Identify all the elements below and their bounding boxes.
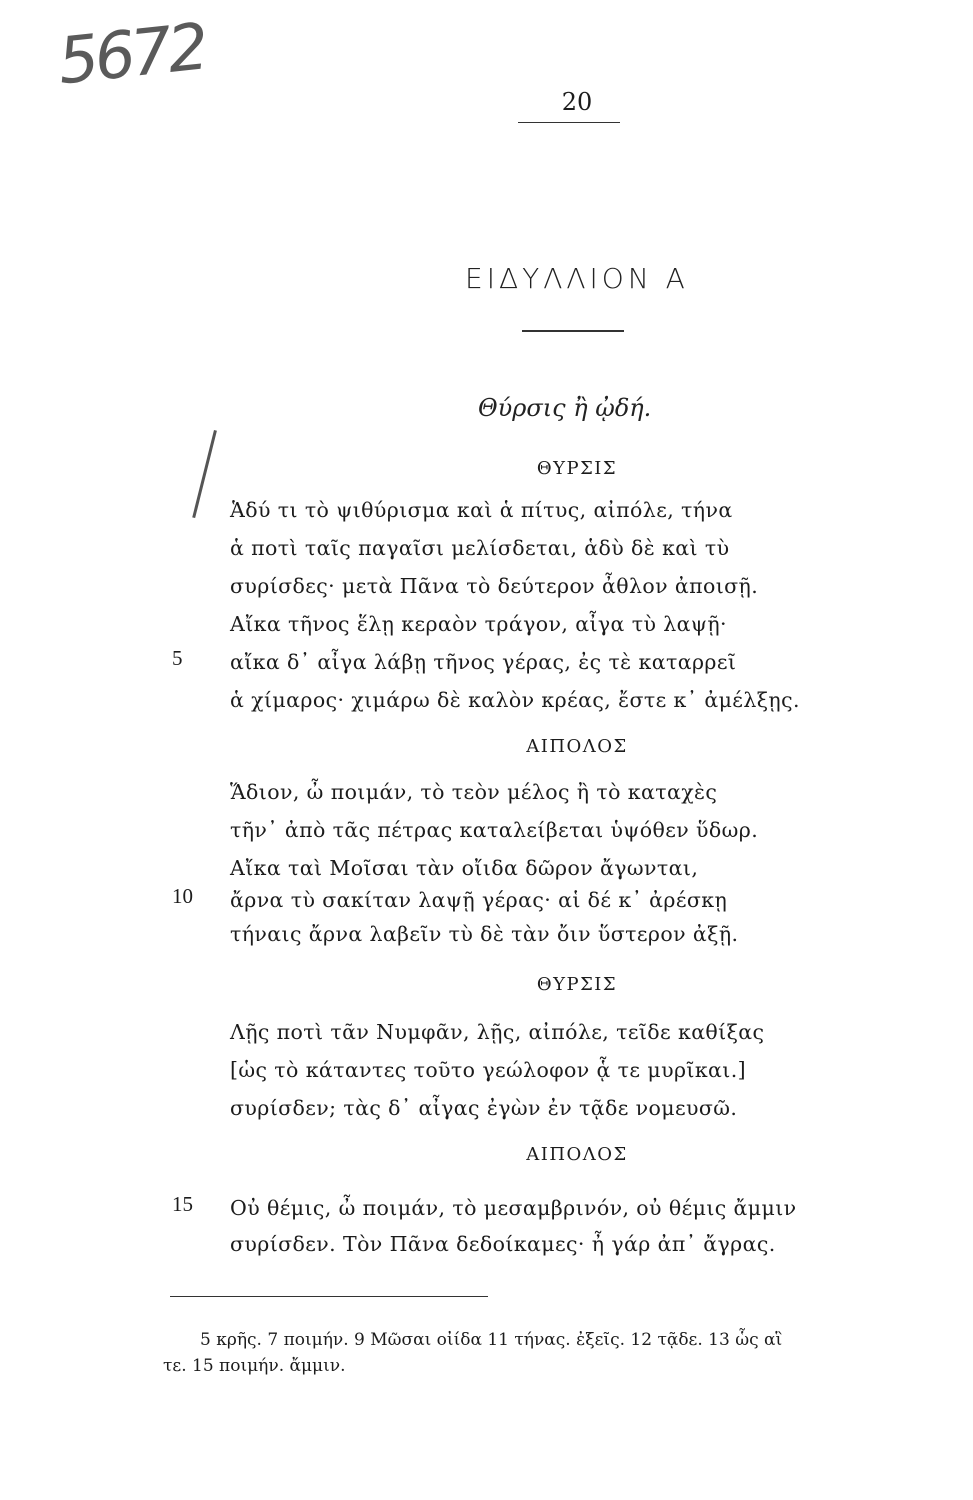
line-number: 5 — [172, 646, 183, 670]
footnote-line: 5 κρῆς. 7 ποιμήν. 9 Μῶσαι οἰίδα 11 τήνας. ἐξεῖς. 12 τᾷδε. 13 ὧς αἳ — [200, 1330, 783, 1350]
verse-line: τήναις ἄρνα λαβεῖν τὺ δὲ τὰν ὄιν ὕστερον ἀξῇ. — [230, 922, 739, 946]
verse-line: Αἴκα ταὶ Μοῖσαι τὰν οἴιδα δῶρον ἄγωνται, — [230, 856, 699, 880]
page-number-rule — [518, 122, 620, 123]
speaker-heading: ΘΥΡΣΙΣ — [536, 974, 618, 995]
verse-line: συρίσδεν. Τὸν Πᾶνα δεδοίκαμες· ἦ γάρ ἀπ᾿ ἄγρας. — [230, 1232, 776, 1256]
verse-line: ἄρνα τὺ σακίταν λαψῇ γέρας· αἱ δέ κ᾿ ἀρέσκῃ — [230, 888, 728, 912]
footnote-line: τε. 15 ποιμήν. ἄμμιν. — [163, 1356, 346, 1376]
speaker-heading: ΘΥΡΣΙΣ — [536, 458, 618, 479]
idyll-title: ΕΙΔΥΛΛΙΟΝ Α — [465, 262, 689, 295]
verse-line: Οὐ θέμις, ὦ ποιμάν, τὸ μεσαμβρινόν, οὐ θέμις ἄμμιν — [230, 1196, 797, 1220]
verse-line: [ὡς τὸ κάταντες τοῦτο γεώλοφον ᾇ τε μυρῖκαι.] — [230, 1058, 747, 1082]
verse-line: συρίσδεν; τὰς δ᾿ αἶγας ἐγὼν ἐν τᾷδε νομευσῶ. — [230, 1096, 738, 1120]
page-number: 20 — [561, 88, 593, 116]
line-number: 10 — [172, 884, 193, 908]
poem-subtitle: Θύρσις ἢ ᾠδή. — [478, 394, 652, 422]
verse-line: Ἁδύ τι τὸ ψιθύρισμα καὶ ἁ πίτυς, αἰπόλε, τήνα — [230, 498, 733, 522]
verse-line: ἁ χίμαρος· χιμάρω δὲ καλὸν κρέας, ἔστε κ᾿ ἀμέλξῃς. — [230, 688, 800, 712]
handwritten-catalog-number: 5672 — [54, 10, 209, 100]
line-number: 15 — [172, 1192, 193, 1216]
verse-line: αἴκα δ᾿ αἶγα λάβῃ τῆνος γέρας, ἐς τὲ καταρρεῖ — [230, 650, 737, 674]
verse-line: συρίσδες· μετὰ Πᾶνα τὸ δεύτερον ἆθλον ἀποισῇ. — [230, 574, 759, 598]
verse-line: τῆν᾿ ἀπὸ τᾶς πέτρας καταλείβεται ὑψόθεν ὕδωρ. — [230, 818, 759, 842]
speaker-heading: ΑΙΠΟΛΟΣ — [526, 1144, 628, 1165]
verse-line: Αἴκα τῆνος ἕλῃ κεραὸν τράγον, αἶγα τὺ λαψῇ· — [230, 612, 727, 636]
speaker-heading: ΑΙΠΟΛΟΣ — [526, 736, 628, 757]
verse-line: Λῇς ποτὶ τᾶν Νυμφᾶν, λῇς, αἰπόλε, τεῖδε καθίξας — [230, 1020, 765, 1044]
verse-line: Ἅδιον, ὦ ποιμάν, τὸ τεὸν μέλος ἢ τὸ καταχὲς — [230, 780, 718, 804]
footnote-rule — [170, 1296, 488, 1297]
verse-line: ἁ ποτὶ ταῖς παγαῖσι μελίσδεται, ἁδὺ δὲ καὶ τὺ — [230, 536, 730, 560]
title-rule — [522, 330, 624, 332]
